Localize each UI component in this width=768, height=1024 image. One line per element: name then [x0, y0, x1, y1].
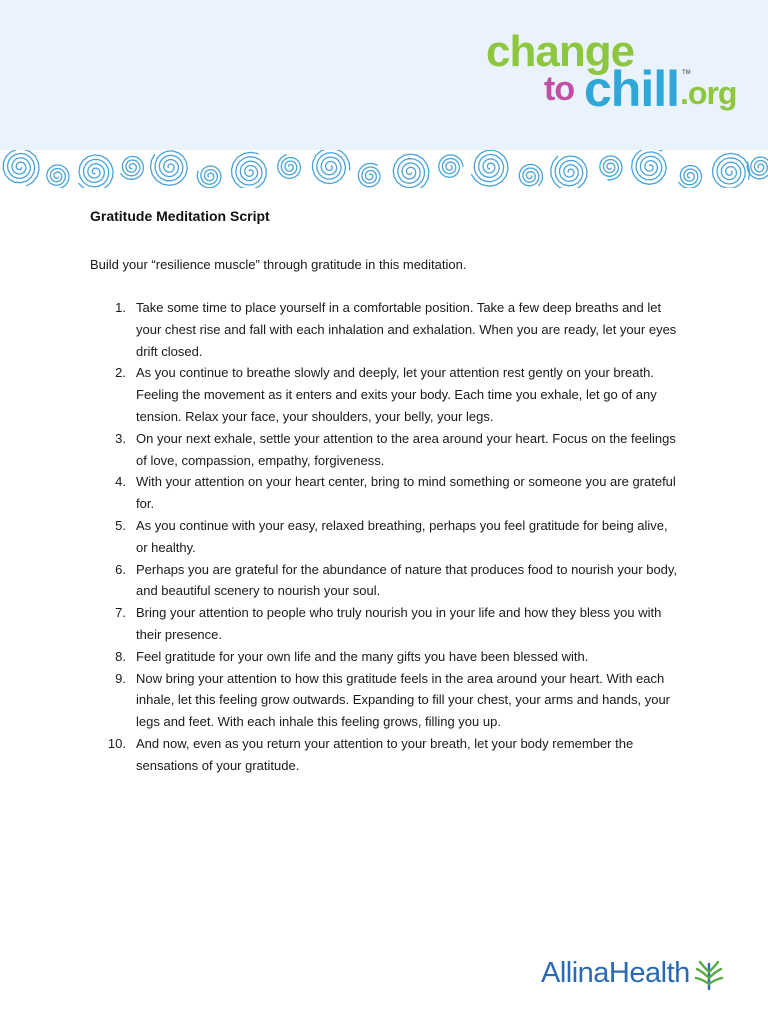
list-item-text: Now bring your attention to how this gratitude feels in the area around your heart. With each inhale, let this feeling grow outwards. Expanding to fill your chest, your arms and hands, your legs and feet. With each inhale this feeling grows, filling you up. — [136, 670, 671, 730]
wave-pattern-icon — [0, 150, 768, 188]
swirl-shape — [47, 165, 69, 188]
logo-org-text: .org — [680, 75, 737, 111]
swirl-shape — [358, 163, 380, 186]
swirl-shape — [278, 154, 301, 178]
logo-trademark: TM — [682, 70, 691, 76]
swirl-shape — [439, 155, 463, 177]
logo-to-text: to — [544, 70, 575, 108]
list-item-number: 8. — [115, 648, 126, 664]
intro-paragraph: Build your “resilience muscle” through gratitude in this meditation. — [90, 257, 467, 272]
list-item — [90, 646, 682, 668]
list-item — [90, 297, 682, 362]
list-item-number: 2. — [115, 365, 126, 381]
swirl-shape — [197, 166, 221, 188]
list-item-text: Perhaps you are grateful for the abundance of nature that produces food to nourish your body, and beautiful scenery to nourish your soul. — [136, 561, 678, 599]
swirl-shape — [232, 152, 267, 188]
list-item-text: Bring your attention to people who truly nourish you in your life and how they bless you with their presence. — [136, 605, 662, 642]
swirl-shape — [713, 153, 750, 188]
swirl-shape — [312, 150, 349, 184]
allina-leaf-icon — [694, 958, 724, 990]
list-item-number: 3. — [115, 430, 126, 446]
swirl-shape — [600, 156, 622, 180]
swirl-shape — [121, 157, 144, 180]
list-item — [90, 733, 682, 777]
swirl-shape — [551, 156, 587, 188]
swirl-shape — [747, 157, 768, 179]
swirl-shape — [632, 150, 667, 184]
meditation-steps-list — [90, 297, 682, 777]
list-item — [90, 428, 682, 472]
list-item-number: 10. — [107, 735, 126, 751]
swirl-shape — [393, 154, 429, 188]
list-item-number: 4. — [115, 474, 126, 490]
list-item-text: On your next exhale, settle your attention to the area around your heart. Focus on the feelings of love, compassion, empathy, forgiveness. — [136, 430, 676, 468]
list-item — [90, 668, 682, 733]
leaf-stroke — [696, 978, 709, 984]
page-title: Gratitude Meditation Script — [90, 208, 270, 224]
allina-logo-text: AllinaHealth — [541, 957, 690, 989]
list-item-number: 9. — [115, 670, 126, 686]
list-item — [90, 602, 682, 646]
list-item — [90, 559, 682, 603]
list-item-text: As you continue to breathe slowly and deeply, let your attention rest gently on your breath. Feeling the movement as it enters and exits your body. Each time you exhale, let go of any tension. Relax your face, your shoulders, your belly, your legs. — [136, 365, 657, 424]
list-item-text: With your attention on your heart center, bring to mind something or someone you are grateful for. — [136, 474, 676, 512]
list-item — [90, 471, 682, 515]
leaf-stroke — [709, 978, 722, 984]
change-to-chill-logo — [486, 27, 738, 117]
swirl-shape — [3, 150, 39, 186]
swirl-shape — [151, 151, 188, 186]
list-item-number: 6. — [115, 561, 126, 577]
list-item-text: As you continue with your easy, relaxed breathing, perhaps you feel gratitude for being alive, or healthy. — [136, 517, 668, 555]
list-item-text: Take some time to place yourself in a comfortable position. Take a few deep breaths and let your chest rise and fall with each inhalation and exhalation. When you are ready, let your eyes drift closed. — [136, 300, 677, 359]
list-item — [90, 362, 682, 427]
swirl-shape — [471, 150, 508, 186]
swirl-shape — [519, 164, 542, 186]
list-item-number: 1. — [115, 300, 126, 315]
list-item-number: 5. — [115, 517, 126, 533]
list-item-text: Feel gratitude for your own life and the many gifts you have been blessed with. — [136, 648, 589, 664]
swirl-shape — [78, 155, 113, 188]
swirl-shape — [678, 166, 701, 189]
logo-chill-text: chill — [584, 61, 680, 117]
list-item-number: 7. — [115, 605, 126, 621]
list-item-text: And now, even as you return your attention to your breath, let your body remember the sensations of your gratitude. — [136, 735, 634, 773]
allina-health-logo — [541, 955, 731, 995]
document-body — [90, 205, 682, 777]
list-item — [90, 515, 682, 559]
logo-change-text: change — [486, 27, 635, 76]
